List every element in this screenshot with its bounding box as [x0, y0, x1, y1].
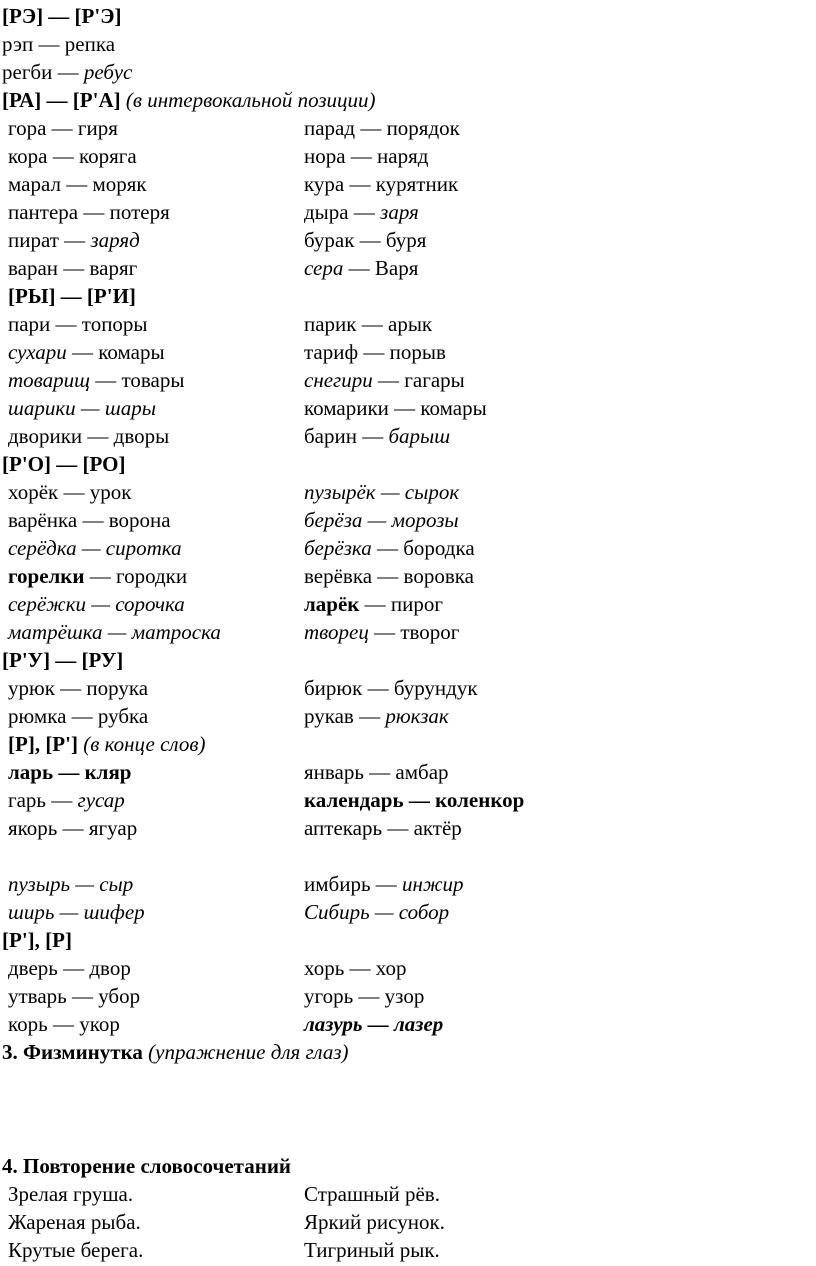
section-4-heading: 4. Повторение словосочетаний — [2, 1154, 292, 1178]
phrase: Тигриный рык. — [304, 1238, 440, 1262]
word-pair: ширь — шифер — [8, 900, 145, 924]
section-heading-ra: [РА] — [Р'А] (в интервокальной позиции) — [2, 88, 376, 112]
word-pair: бирюк — бурундук — [304, 676, 478, 700]
word-pair: рюмка — рубка — [8, 704, 149, 728]
phrase: Крутые берега. — [8, 1238, 144, 1262]
word-pair: пари — топоры — [8, 312, 148, 336]
word-pair: ларь — кляр — [8, 760, 132, 784]
word-pair: кора — коряга — [8, 144, 137, 168]
word-pair: товарищ — товары — [8, 368, 185, 392]
word-pair: хорь — хор — [304, 956, 407, 980]
word-pair: снегири — гагары — [304, 368, 465, 392]
section-heading-ry: [РЫ] — [Р'И] — [8, 284, 136, 308]
word-pair: пузырь — сыр — [8, 872, 134, 896]
word-pair: комарики — комары — [304, 396, 487, 420]
word-pair: пузырёк — сырок — [304, 480, 460, 504]
word-pair: корь — укор — [8, 1012, 120, 1036]
word-pair: бурак — буря — [304, 228, 427, 252]
word-pair: творец — творог — [304, 620, 460, 644]
word-pair: сухари — комары — [8, 340, 165, 364]
word-pair: серёжки — сорочка — [8, 592, 185, 616]
word-pair: пантера — потеря — [8, 200, 170, 224]
word-pair: верёвка — воровка — [304, 564, 474, 588]
word-pair: календарь — коленкор — [304, 788, 525, 812]
word-pair: берёза — морозы — [304, 508, 459, 532]
word-pair: январь — амбар — [304, 760, 449, 784]
word-pair: парик — арык — [304, 312, 433, 336]
word-pair: рэп — репка — [2, 32, 116, 56]
word-pair: аптекарь — актёр — [304, 816, 462, 840]
section-heading-word-end: [Р], [Р'] (в конце слов) — [8, 732, 206, 756]
word-pair: дыра — заря — [304, 200, 419, 224]
word-pair: серёдка — сиротка — [8, 536, 182, 560]
word-pair: лазурь — лазер — [304, 1012, 444, 1036]
word-pair: горелки — городки — [8, 564, 188, 588]
word-pair: регби — ребус — [2, 60, 133, 84]
word-pair: тариф — порыв — [304, 340, 446, 364]
word-pair: нора — наряд — [304, 144, 429, 168]
phrase: Яркий рисунок. — [304, 1210, 445, 1234]
word-pair: матрёшка — матроска — [8, 620, 221, 644]
section-heading-ro: [Р'О] — [РО] — [2, 452, 126, 476]
word-pair: варан — варяг — [8, 256, 138, 280]
word-pair: гарь — гусар — [8, 788, 125, 812]
phrase: Зрелая груша. — [8, 1182, 134, 1206]
word-pair: ларёк — пирог — [304, 592, 443, 616]
word-pair: угорь — узор — [304, 984, 425, 1008]
word-pair: утварь — убор — [8, 984, 141, 1008]
word-pair: гора — гиря — [8, 116, 118, 140]
section-heading-rr: [Р'], [Р] — [2, 928, 72, 952]
word-pair: урюк — порука — [8, 676, 149, 700]
word-pair: якорь — ягуар — [8, 816, 138, 840]
word-pair: рукав — рюкзак — [304, 704, 449, 728]
section-heading-re: [РЭ] — [Р'Э] — [2, 4, 122, 28]
word-pair: хорёк — урок — [8, 480, 132, 504]
word-pair: имбирь — инжир — [304, 872, 464, 896]
word-pair: сера — Варя — [304, 256, 419, 280]
word-pair: парад — порядок — [304, 116, 460, 140]
word-pair: пират — заряд — [8, 228, 140, 252]
word-pair: кура — курятник — [304, 172, 459, 196]
phrase: Жареная рыба. — [8, 1210, 141, 1234]
word-pair: дверь — двор — [8, 956, 131, 980]
word-pair: шарики — шары — [8, 396, 156, 420]
section-heading-ru: [Р'У] — [РУ] — [2, 648, 124, 672]
word-pair: марал — моряк — [8, 172, 147, 196]
section-3-heading: 3. Физминутка (упражнение для глаз) — [2, 1040, 349, 1064]
word-pair: варёнка — ворона — [8, 508, 171, 532]
word-pair: берёзка — бородка — [304, 536, 475, 560]
phrase: Страшный рёв. — [304, 1182, 440, 1206]
word-pair: барин — барыш — [304, 424, 451, 448]
word-pair: Сибирь — собор — [304, 900, 450, 924]
word-pair: дворики — дворы — [8, 424, 170, 448]
